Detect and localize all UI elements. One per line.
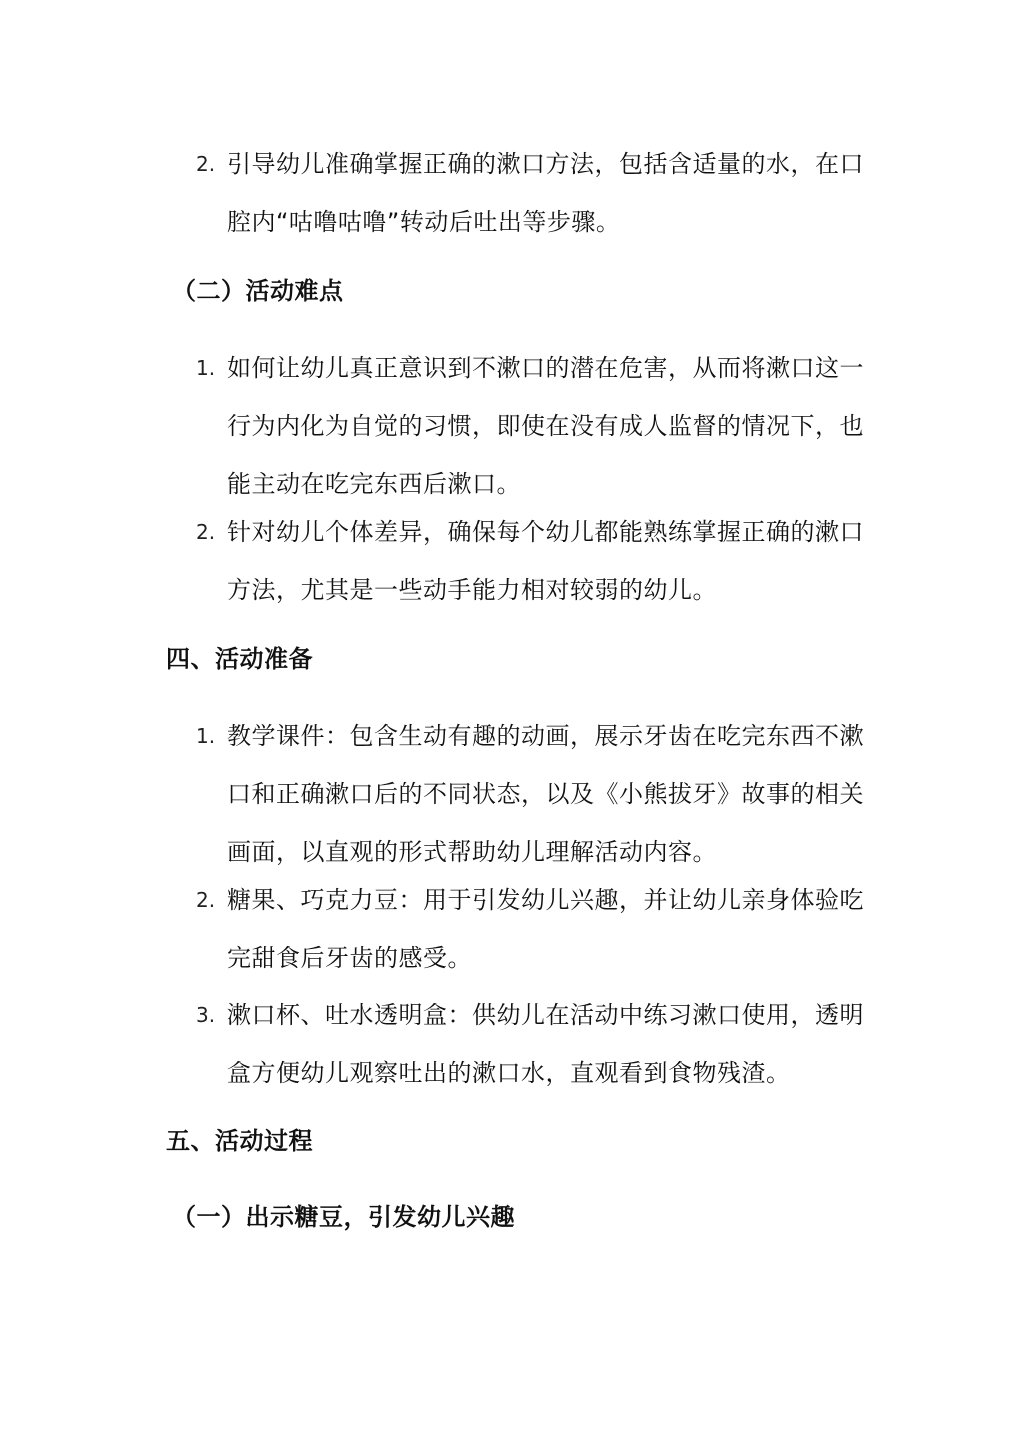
list-number: 3.	[196, 1003, 216, 1027]
list-number: 2.	[196, 152, 216, 176]
section-heading-process: 五、活动过程	[166, 1127, 313, 1155]
list-text: 针对幼儿个体差异，确保每个幼儿都能熟练掌握正确的漱口方法，尤其是一些动手能力相对较弱的幼儿。	[227, 518, 864, 604]
list-text: 引导幼儿准确掌握正确的漱口方法，包括含适量的水，在口腔内“咕噜咕噜”转动后吐出等步骤。	[227, 150, 864, 236]
sub-heading-difficulty: （二）活动难点	[172, 277, 344, 305]
list-text: 教学课件：包含生动有趣的动画，展示牙齿在吃完东西不漱口和正确漱口后的不同状态，以及《小熊拔牙》故事的相关画面，以直观的形式帮助幼儿理解活动内容。	[227, 722, 864, 866]
list-text: 漱口杯、吐水透明盒：供幼儿在活动中练习漱口使用，透明盒方便幼儿观察吐出的漱口水，直观看到食物残渣。	[227, 1001, 864, 1087]
list-number: 1.	[196, 724, 216, 748]
list-number: 1.	[196, 356, 216, 380]
list-text: 糖果、巧克力豆：用于引发幼儿兴趣，并让幼儿亲身体验吃完甜食后牙齿的感受。	[227, 886, 864, 972]
sub-heading-step-one: （一）出示糖豆，引发幼儿兴趣	[172, 1203, 515, 1231]
list-number: 2.	[196, 520, 216, 544]
list-number: 2.	[196, 888, 216, 912]
list-text: 如何让幼儿真正意识到不漱口的潜在危害，从而将漱口这一行为内化为自觉的习惯，即使在没有成人监督的情况下，也能主动在吃完东西后漱口。	[227, 354, 864, 498]
section-heading-preparation: 四、活动准备	[166, 645, 313, 673]
